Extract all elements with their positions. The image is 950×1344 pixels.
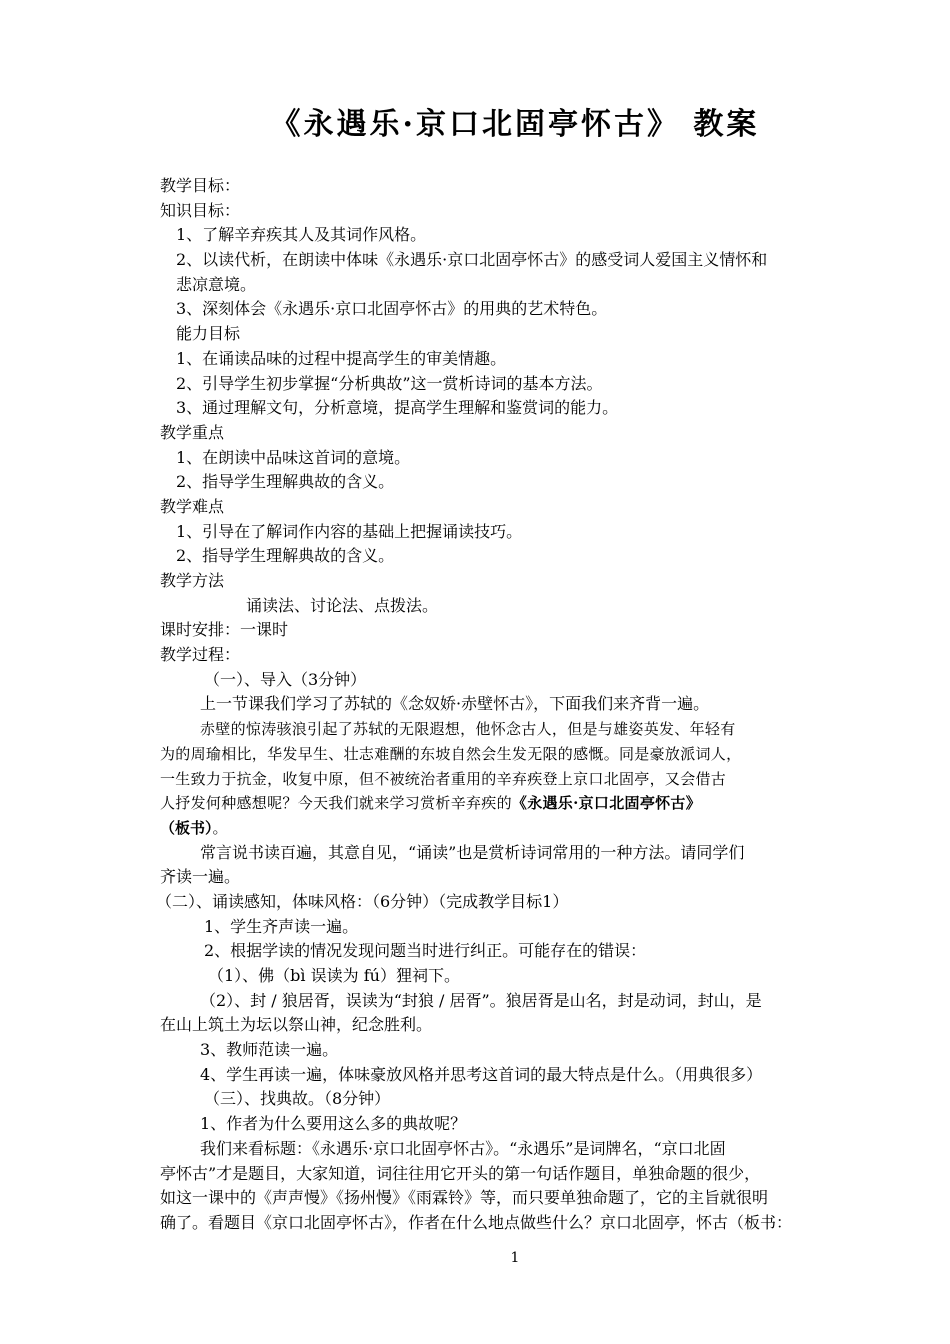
text-line: 常言说书读百遍，其意自见，“诵读”也是赏析诗词常用的一种方法。请同学们 xyxy=(200,842,745,862)
text-line: （二）、诵读感知，体味风格：（6分钟）（完成教学目标1） xyxy=(156,891,569,911)
text-line: 1、作者为什么要用这么多的典故呢？ xyxy=(200,1114,467,1134)
document-body xyxy=(156,174,872,1236)
text-line: 1、了解辛弃疾其人及其词作风格。 xyxy=(176,225,427,245)
text-line: （2）、封 / 狼居胥，误读为“封狼 / 居胥”。狼居胥是山名，封是动词，封山，是 xyxy=(200,990,762,1010)
text-line: 上一节课我们学习了苏轼的《念奴娇·赤壁怀古》，下面我们来齐背一遍。 xyxy=(200,694,710,714)
text-line: 在山上筑土为坛以祭山神，纪念胜利。 xyxy=(160,1015,433,1035)
text-line: 课时安排：一课时 xyxy=(160,620,289,640)
text-line: 2、以读代析，在朗读中体味《永遇乐·京口北固亭怀古》的感受词人爱国主义情怀和 xyxy=(176,250,768,270)
text-line: 一生致力于抗金，收复中原，但不被统治者重用的辛弃疾登上京口北固亭，又会借古 xyxy=(160,769,727,788)
text-line: 为的周瑜相比，华发早生、壮志难酬的东坡自然会生发无限的感慨。同是豪放派词人， xyxy=(160,744,742,763)
text-line: 4、学生再读一遍，体味豪放风格并思考这首词的最大特点是什么。（用典很多） xyxy=(200,1064,763,1084)
text-line: 2、引导学生初步掌握“分析典故”这一赏析诗词的基本方法。 xyxy=(176,373,603,393)
text-line: 诵读法、讨论法、点拨法。 xyxy=(246,595,439,615)
text-run: 。 xyxy=(212,818,228,837)
text-line: 如这一课中的《声声慢》《扬州慢》《雨霖铃》等，而只要单独命题了，它的主旨就很明 xyxy=(160,1188,769,1208)
text-line: 亭怀古”才是题目，大家知道，词往往用它开头的第一句话作题目，单独命题的很少， xyxy=(160,1163,761,1183)
text-line: 2、根据学读的情况发现问题当时进行纠正。可能存在的错误： xyxy=(204,941,647,961)
board-note: （板书） xyxy=(160,818,213,837)
text-line: 教学重点 xyxy=(160,422,225,442)
text-line: 3、教师范读一遍。 xyxy=(200,1040,339,1060)
text-line: 1、引导在了解词作内容的基础上把握诵读技巧。 xyxy=(176,521,523,541)
highlighted-title: 《永遇乐·京口北固亭怀古》 xyxy=(511,794,702,813)
text-line: 1、在诵读品味的过程中提高学生的审美情趣。 xyxy=(176,348,507,368)
page-number: 1 xyxy=(510,1250,520,1266)
text-line: 确了。看题目《京口北固亭怀古》，作者在什么地点做些什么？京口北固亭，怀古（板书： xyxy=(160,1212,793,1232)
text-line: 悲凉意境。 xyxy=(176,274,257,294)
text-run: 人抒发何种感想呢？今天我们就来学习赏析辛弃疾的 xyxy=(160,794,512,813)
text-line: 能力目标 xyxy=(176,324,241,344)
text-line xyxy=(160,791,872,816)
text-line: 我们来看标题：《永遇乐·京口北固亭怀古》。“永遇乐”是词牌名，“京口北固 xyxy=(200,1138,726,1158)
text-line: 齐读一遍。 xyxy=(160,867,241,887)
text-line: 知识目标： xyxy=(160,200,241,220)
text-line: 1、在朗读中品味这首词的意境。 xyxy=(176,447,411,467)
text-line: （一）、导入（3分钟） xyxy=(204,669,367,689)
text-line: 赤壁的惊涛骇浪引起了苏轼的无限遐想，他怀念古人，但是与雄姿英发、年轻有 xyxy=(200,720,736,739)
text-line: 教学过程： xyxy=(160,645,241,665)
text-line: 2、指导学生理解典故的含义。 xyxy=(176,546,395,566)
text-line: 教学难点 xyxy=(160,496,225,516)
text-line: 3、深刻体会《永遇乐·京口北固亭怀古》的用典的艺术特色。 xyxy=(176,299,608,319)
document-title: 《永遇乐·京口北固亭怀古》 教案 xyxy=(270,107,760,142)
text-line: （三）、找典故。（8分钟） xyxy=(204,1089,391,1109)
text-line: 2、指导学生理解典故的含义。 xyxy=(176,472,395,492)
text-line: （1）、佛（bì 误读为 fú）狸祠下。 xyxy=(208,966,460,985)
text-line: 教学方法 xyxy=(160,571,225,590)
text-line: 1、学生齐声读一遍。 xyxy=(204,916,359,936)
text-line xyxy=(160,816,872,841)
text-line: 3、通过理解文句，分析意境，提高学生理解和鉴赏词的能力。 xyxy=(176,398,619,418)
text-line: 教学目标： xyxy=(160,176,241,195)
